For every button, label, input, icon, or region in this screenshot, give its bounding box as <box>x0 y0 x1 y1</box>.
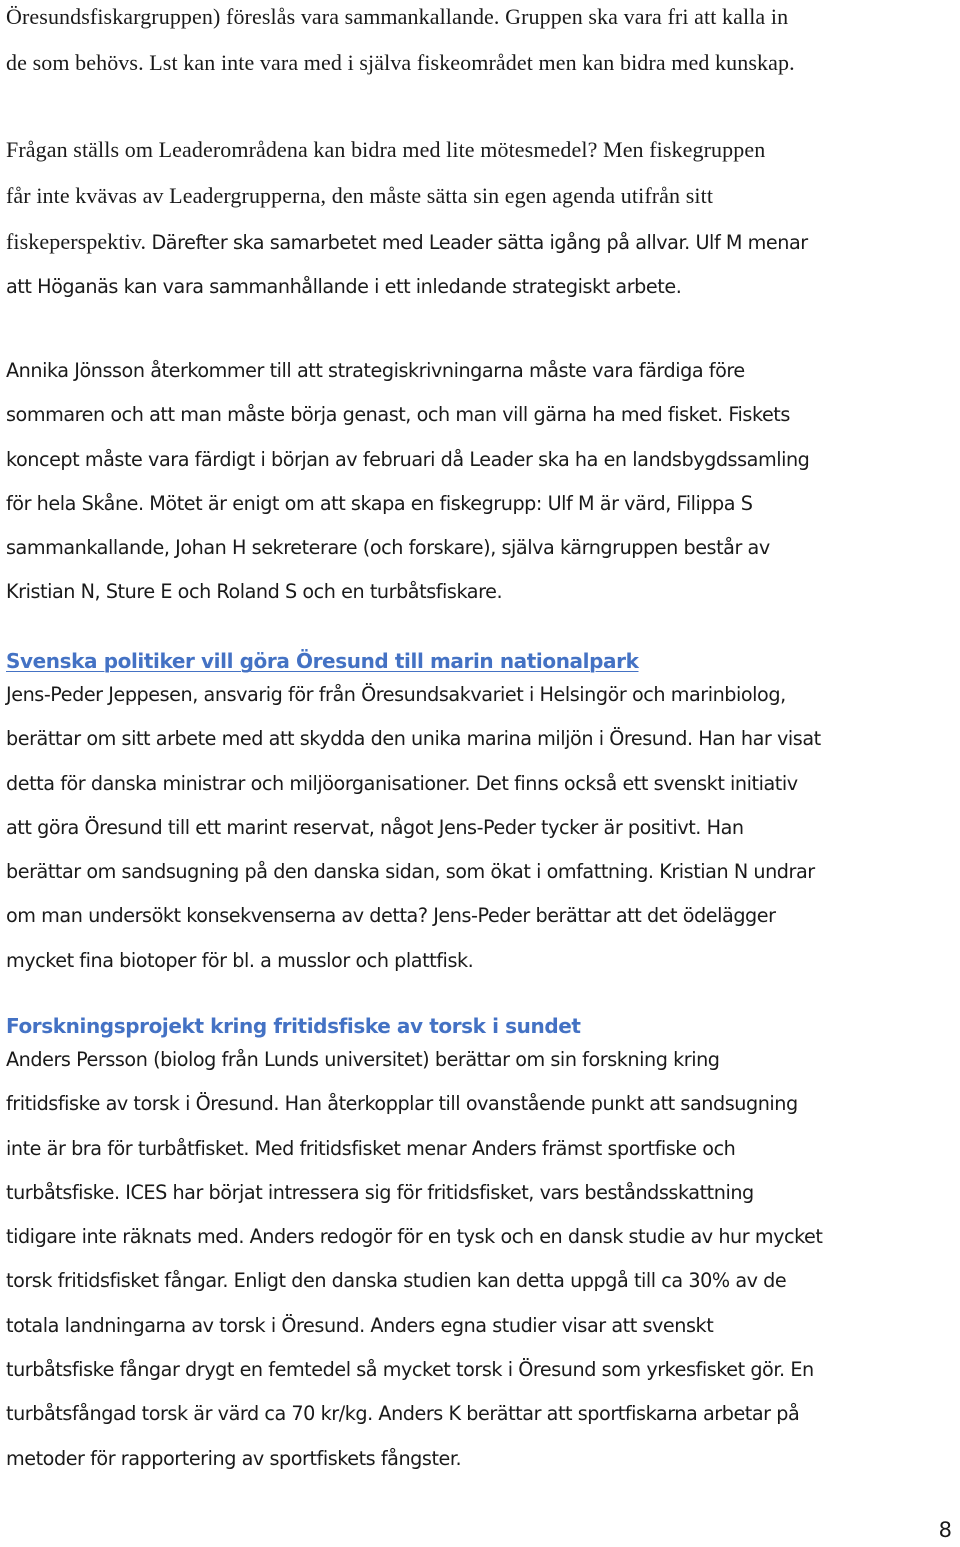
text-line: Anders Persson (biolog från Lunds universitet) berättar om sin forskning kring <box>6 1048 720 1071</box>
text-line: berättar om sitt arbete med att skydda den unika marina miljön i Öresund. Han har visat <box>6 727 821 751</box>
text-line: Kristian N, Sture E och Roland S och en turbåtsfiskare. <box>6 580 503 604</box>
section-marin-nationalpark <box>6 644 821 983</box>
text-line: tidigare inte räknats med. Anders redogör för en tysk och en dansk studie av hur mycket <box>6 1225 823 1249</box>
section-heading: Forskningsprojekt kring fritidsfiske av torsk i sundet <box>6 1014 581 1038</box>
section-forskningsprojekt <box>6 1009 822 1481</box>
text-fragment: fiskeperspektiv. <box>6 229 147 254</box>
text-line: inte är bra för turbåtfisket. Med fritidsfisket menar Anders främst sportfiske och <box>6 1136 736 1160</box>
text-line: för hela Skåne. Mötet är enigt om att skapa en fiskegrupp: Ulf M är värd, Filippa S <box>6 491 753 515</box>
text-line: Annika Jönsson återkommer till att strategiskrivningarna måste vara färdiga före <box>6 359 745 382</box>
text-line: fritidsfiske av torsk i Öresund. Han återkopplar till ovanstående punkt att sandsugning <box>6 1092 798 1116</box>
text-line: torsk fritidsfisket fångar. Enligt den danska studien kan detta uppgå till ca 30% av de <box>6 1269 787 1293</box>
text-fragment: Därefter ska samarbetet med Leader sätta igång på allvar. Ulf M menar <box>151 231 808 254</box>
paragraph-1 <box>6 0 795 86</box>
text-line <box>6 219 808 265</box>
text-line: turbåtsfångad torsk är värd ca 70 kr/kg. Anders K berättar att sportfiskarna arbetar på <box>6 1402 800 1426</box>
page-number: 8 <box>938 1518 952 1542</box>
text-line: mycket fina biotoper för bl. a musslor och plattfisk. <box>6 948 474 972</box>
text-line: om man undersökt konsekvenserna av detta? Jens-Peder berättar att det ödelägger <box>6 904 776 928</box>
text-line: Öresundsfiskargruppen) föreslås vara sammankallande. Gruppen ska vara fri att kalla in <box>6 4 789 29</box>
text-line: turbåtsfiske fångar drygt en femtedel så mycket torsk i Öresund som yrkesfisket gör. En <box>6 1358 814 1382</box>
text-line: koncept måste vara färdigt i början av februari då Leader ska ha en landsbygdssamling <box>6 447 810 471</box>
text-line: Frågan ställs om Leaderområdena kan bidra med lite mötesmedel? Men fiskegruppen <box>6 137 766 162</box>
text-line: att göra Öresund till ett marint reservat, något Jens-Peder tycker är positivt. Han <box>6 815 744 839</box>
text-line: sommaren och att man måste börja genast, och man vill gärna ha med fisket. Fiskets <box>6 403 790 427</box>
section-body <box>6 673 821 983</box>
text-line: sammankallande, Johan H sekreterare (och forskare), själva kärngruppen består av <box>6 536 770 560</box>
text-line: Jens-Peder Jeppesen, ansvarig för från Öresundsakvariet i Helsingör och marinbiolog, <box>6 683 786 706</box>
text-line: de som behövs. Lst kan inte vara med i själva fiskeområdet men kan bidra med kunskap. <box>6 50 795 75</box>
paragraph-2 <box>6 127 808 310</box>
paragraph-3 <box>6 349 809 615</box>
text-line: får inte kvävas av Leadergrupperna, den måste sätta sin egen agenda utifrån sitt <box>6 183 714 208</box>
section-body <box>6 1038 822 1481</box>
text-line: turbåtsfiske. ICES har börjat intressera sig för fritidsfisket, vars beståndsskattning <box>6 1180 754 1204</box>
text-line: att Höganäs kan vara sammanhållande i ett inledande strategiskt arbete. <box>6 275 682 299</box>
text-line: metoder för rapportering av sportfiskets fångster. <box>6 1446 462 1470</box>
section-heading-link[interactable]: Svenska politiker vill göra Öresund till marin nationalpark <box>6 649 639 673</box>
text-line: totala landningarna av torsk i Öresund. Anders egna studier visar att svenskt <box>6 1313 714 1337</box>
text-line: berättar om sandsugning på den danska sidan, som ökat i omfattning. Kristian N undrar <box>6 860 815 884</box>
text-line: detta för danska ministrar och miljöorganisationer. Det finns också ett svenskt initiativ <box>6 771 798 795</box>
